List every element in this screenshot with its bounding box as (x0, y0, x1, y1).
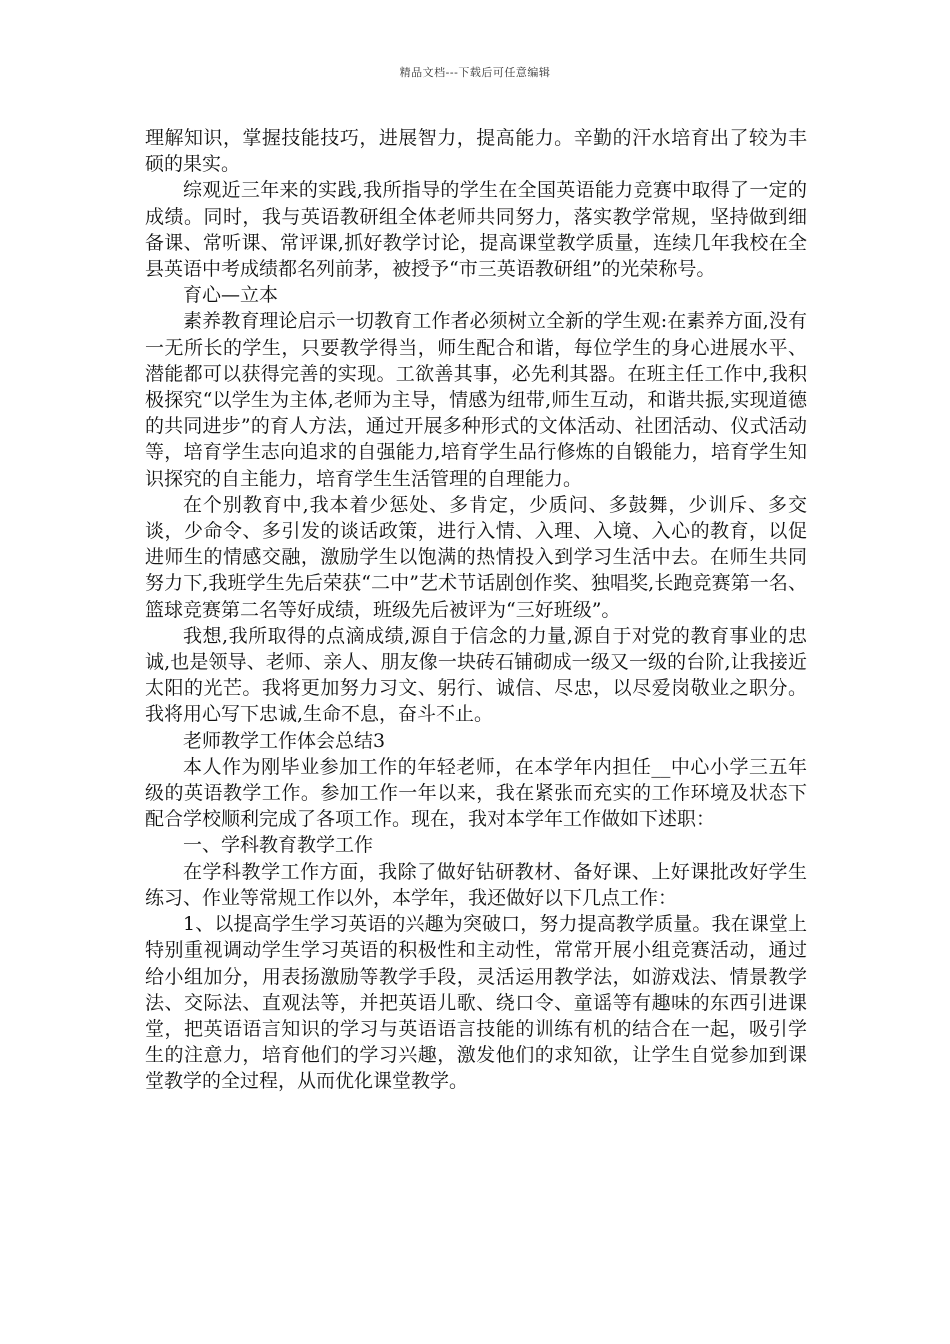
paragraph-7: 在学科教学工作方面，我除了做好钻研教材、备好课、上好课批改好学生练习、作业等常规工作以外，本学年，我还做好以下几点工作： (145, 860, 807, 909)
paragraph-6: 本人作为刚毕业参加工作的年轻老师，在本学年内担任__中心小学三五年级的英语教学工作。参加工作一年以来，我在紧张而充实的工作环境及状态下配合学校顺利完成了各项工作。现在，我对本学年工作做如下述职： (145, 755, 807, 831)
paragraph-5: 我想,我所取得的点滴成绩,源自于信念的力量,源自于对党的教育事业的忠诚,也是领导、老师、亲人、朋友像一块砖石铺砌成一级又一级的台阶,让我接近太阳的光芒。我将更加努力习文、躬行、诚信、尽忠，以尽爱岗敬业之职分。我将用心写下忠诚,生命不息，奋斗不止。 (145, 624, 807, 726)
paragraph-3: 素养教育理论启示一切教育工作者必须树立全新的学生观:在素养方面,没有一无所长的学生，只要教学得当，师生配合和谐，每位学生的身心进展水平、潜能都可以获得完善的实现。工欲善其事，必先利其器。在班主任工作中,我积极探究“以学生为主体,老师为主导，情感为纽带,师生互动，和谐共振,实现道德的共同进步”的育人方法，通过开展多种形式的文体活动、社团活动、仪式活动等，培育学生志向追求的自强能力,培育学生品行修炼的自锻能力，培育学生知识探究的自主能力，培育学生生活管理的自理能力。 (145, 310, 807, 490)
document-body (145, 125, 807, 1095)
page-header: 精品文档---下载后可任意编辑 (399, 66, 551, 79)
paragraph-2: 综观近三年来的实践,我所指导的学生在全国英语能力竞赛中取得了一定的成绩。同时，我与英语教研组全体老师共同努力，落实教学常规，坚持做到细备课、常听课、常评课,抓好教学讨论，提高课堂教学质量，连续几年我校在全县英语中考成绩都名列前茅，被授予“市三英语教研组”的光荣称号。 (145, 179, 807, 281)
paragraph-4: 在个别教育中,我本着少惩处、多肯定，少质问、多鼓舞，少训斥、多交谈，少命令、多引发的谈话政策，进行入情、入理、入境、入心的教育，以促进师生的情感交融，激励学生以饱满的热情投入到学习生活中去。在师生共同努力下,我班学生先后荣获“二中”艺术节话剧创作奖、独唱奖,长跑竞赛第一名、篮球竞赛第二名等好成绩，班级先后被评为“三好班级”。 (145, 493, 807, 621)
paragraph-8: 1、以提高学生学习英语的兴趣为突破口，努力提高教学质量。我在课堂上特别重视调动学生学习英语的积极性和主动性，常常开展小组竞赛活动，通过给小组加分，用表扬激励等教学手段，灵活运用教学法，如游戏法、情景教学法、交际法、直观法等，并把英语儿歌、绕口令、童谣等有趣味的东西引进课堂，把英语语言知识的学习与英语语言技能的训练有机的结合在一起，吸引学生的注意力，培育他们的学习兴趣，激发他们的求知欲，让学生自觉参加到课堂教学的全过程，从而优化课堂教学。 (145, 913, 807, 1093)
section-heading-summary-3: 老师教学工作体会总结3 (183, 729, 386, 752)
paragraph-1: 理解知识，掌握技能技巧，进展智力，提高能力。辛勤的汗水培育出了较为丰硕的果实。 (145, 127, 807, 176)
section-heading-yuxin: 育心—立本 (183, 284, 279, 307)
section-heading-subject-teaching: 一、学科教育教学工作 (183, 834, 374, 857)
